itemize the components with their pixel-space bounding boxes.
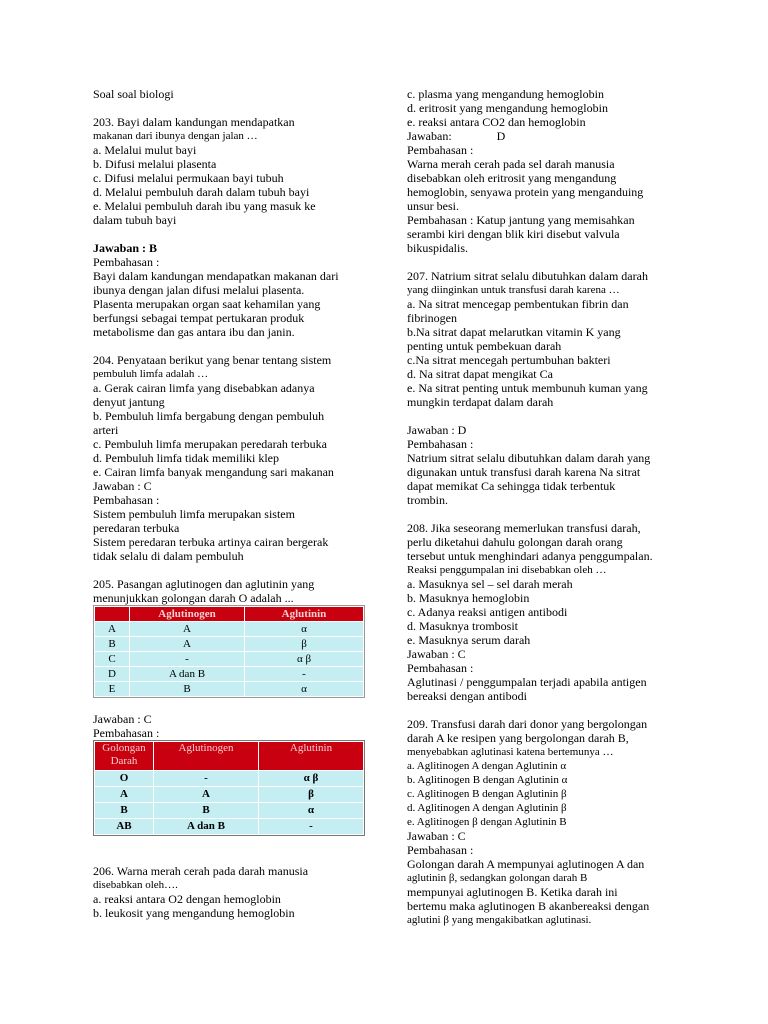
pembahasan-line: ibunya dengan jalan difusi melalui plasenta. — [93, 283, 305, 297]
question-line: 209. Transfusi darah dari donor yang bergolongan — [407, 717, 648, 731]
q204-options — [93, 381, 363, 479]
option: b. leukosit yang mengandung hemoglobin — [93, 906, 295, 920]
table-row — [95, 667, 363, 681]
option: b.Na sitrat dapat melarutkan vitamin K yang — [407, 325, 621, 339]
q206-line1: 206. Warna merah cerah pada darah manusia — [93, 864, 309, 878]
table-header-cell — [95, 607, 129, 621]
right-column — [407, 87, 677, 927]
option: d. Pembuluh limfa tidak memiliki klep — [93, 451, 279, 465]
table-row — [95, 637, 363, 651]
pembahasan-line: Aglutinasi / penggumpalan terjadi apabila antigen — [407, 675, 647, 689]
pembahasan-line: tidak selalu di dalam pembuluh — [93, 549, 244, 563]
option: a. Masuknya sel – sel darah merah — [407, 577, 573, 591]
blood-group-table — [93, 740, 365, 836]
pembahasan-line: aglutini β yang mengakibatkan aglutinasi. — [407, 914, 592, 926]
option: b. Pembuluh limfa bergabung dengan pembuluh — [93, 409, 325, 423]
q203-line2: makanan dari ibunya dengan jalan … — [93, 130, 258, 142]
option: denyut jantung — [93, 395, 165, 409]
option: d. Melalui pembuluh darah dalam tubuh bayi — [93, 185, 310, 199]
table-row — [95, 622, 363, 636]
pembahasan-line: bikuspidalis. — [407, 241, 469, 255]
q209-answer: Jawaban : C — [407, 829, 466, 843]
table-row — [95, 803, 363, 818]
q209-question — [407, 717, 677, 759]
option: b. Difusi melalui plasenta — [93, 157, 217, 171]
table-cell: - — [130, 652, 244, 666]
q207-options — [407, 297, 677, 409]
table-cell: α β — [259, 771, 363, 786]
option: e. Na sitrat penting untuk membunuh kuman yang — [407, 381, 648, 395]
q209-pembahasan-label: Pembahasan : — [407, 843, 474, 857]
q203-line1: 203. Bayi dalam kandungan mendapatkan — [93, 115, 295, 129]
table-cell: - — [154, 771, 258, 786]
table-cell: B — [95, 803, 153, 818]
pembahasan-line: Golongan darah A mempunyai aglutinogen A dan — [407, 857, 645, 871]
q208-pembahasan — [407, 675, 677, 703]
option: a. Aglitinogen A dengan Aglutinin α — [407, 760, 567, 772]
q208-options — [407, 577, 677, 647]
table-cell: α — [245, 622, 363, 636]
pembahasan-line: Plasenta merupakan organ saat kehamilan yang — [93, 297, 321, 311]
option: d. Aglitinogen A dengan Aglutinin β — [407, 802, 567, 814]
pembahasan-line: aglutinin β, sedangkan golongan darah B — [407, 872, 588, 884]
option: c. Pembuluh limfa merupakan peredarah terbuka — [93, 437, 327, 451]
q206-pembahasan-label: Pembahasan : — [407, 143, 474, 157]
pembahasan-line: disebabkan oleh eritrosit yang mengandung — [407, 171, 617, 185]
question-line: Reaksi penggumpalan ini disebabkan oleh … — [407, 564, 607, 576]
question-line: tersebut untuk menghindari adanya penggumpalan. — [407, 549, 653, 563]
table-header-row — [95, 607, 363, 621]
table-cell: A — [95, 622, 129, 636]
table-cell: β — [259, 787, 363, 802]
option: d. eritrosit yang mengandung hemoglobin — [407, 101, 608, 115]
pembahasan-line: bereaksi dengan antibodi — [407, 689, 527, 703]
option: e. Cairan limfa banyak mengandung sari makanan — [93, 465, 334, 479]
option: a. Melalui mulut bayi — [93, 143, 197, 157]
table-cell: α — [259, 803, 363, 818]
table-cell: - — [245, 667, 363, 681]
pembahasan-line: berfungsi sebagai tempat pertukaran produk — [93, 311, 305, 325]
pembahasan-line: metabolisme dan gas antara ibu dan janin. — [93, 325, 295, 339]
q204-line1: 204. Penyataan berikut yang benar tentang sistem — [93, 353, 332, 367]
table-cell: - — [259, 819, 363, 834]
table-header-cell: Aglutinogen — [154, 742, 258, 770]
option: a. Gerak cairan limfa yang disebabkan adanya — [93, 381, 315, 395]
q207-line1: 207. Natrium sitrat selalu dibutuhkan dalam darah — [407, 269, 648, 283]
table-cell: A — [130, 622, 244, 636]
table-cell: β — [245, 637, 363, 651]
option: d. Masuknya trombosit — [407, 619, 518, 633]
question-line: perlu diketahui dahulu golongan darah orang — [407, 535, 623, 549]
table-header-cell: Aglutinogen — [130, 607, 244, 621]
table-cell: B — [130, 682, 244, 696]
pembahasan-line: Pembahasan : Katup jantung yang memisahkan — [407, 213, 635, 227]
table-cell: A dan B — [130, 667, 244, 681]
pembahasan-line: digunakan untuk transfusi darah karena Na sitrat — [407, 465, 641, 479]
left-column — [93, 87, 363, 920]
question-line: 208. Jika seseorang memerlukan transfusi darah, — [407, 521, 641, 535]
q207-pembahasan-label: Pembahasan : — [407, 437, 474, 451]
option: c.Na sitrat mencegah pertumbuhan bakteri — [407, 353, 611, 367]
q204-pembahasan — [93, 507, 363, 563]
option: e. Melalui pembuluh darah ibu yang masuk ke — [93, 199, 316, 213]
option: penting untuk pembekuan darah — [407, 339, 562, 353]
q207-answer: Jawaban : D — [407, 423, 467, 437]
option: c. plasma yang mengandung hemoglobin — [407, 87, 604, 101]
q203-answer: Jawaban : B — [93, 241, 158, 255]
table-row — [95, 652, 363, 666]
answer-label: Jawaban: — [407, 129, 452, 143]
table-cell: α — [245, 682, 363, 696]
pembahasan-line: Sistem pembuluh limfa merupakan sistem — [93, 507, 295, 521]
q204-answer: Jawaban : C — [93, 479, 152, 493]
option: arteri — [93, 423, 119, 437]
q205-options-table — [93, 605, 365, 698]
pembahasan-line: mempunyai aglutinogen B. Ketika darah ini — [407, 885, 618, 899]
table-cell: AB — [95, 819, 153, 834]
question-line: menyebabkan aglutinasi katena bertemunya … — [407, 746, 614, 758]
option: e. Masuknya serum darah — [407, 633, 531, 647]
doc-title: Soal soal biologi — [93, 87, 174, 101]
q204-line2: pembuluh limfa adalah … — [93, 368, 209, 380]
table-cell: C — [95, 652, 129, 666]
pembahasan-line: unsur besi. — [407, 199, 459, 213]
q205-line2: menunjukkan golongan darah O adalah ... — [93, 591, 294, 605]
pembahasan-line: bertemu maka aglutinogen B akanbereaksi dengan — [407, 899, 650, 913]
q208-pembahasan-label: Pembahasan : — [407, 661, 474, 675]
pembahasan-line: trombin. — [407, 493, 448, 507]
table-row — [95, 682, 363, 696]
q205-pembahasan-label: Pembahasan : — [93, 726, 160, 740]
pembahasan-line: Natrium sitrat selalu dibutuhkan dalam darah yang — [407, 451, 651, 465]
option: c. Difusi melalui permukaan bayi tubuh — [93, 171, 284, 185]
q207-line2: yang diinginkan untuk transfusi darah karena … — [407, 284, 620, 296]
header-golongan-2: Darah — [110, 755, 138, 767]
option: c. Adanya reaksi antigen antibodi — [407, 605, 568, 619]
option: fibrinogen — [407, 311, 457, 325]
header-golongan-1: Golongan — [102, 742, 146, 754]
table-cell: E — [95, 682, 129, 696]
table-header-cell — [95, 742, 153, 770]
q206-answer — [407, 129, 677, 143]
q206-pembahasan — [407, 157, 677, 255]
answer-value: D — [496, 129, 506, 143]
table-header-cell: Aglutinin — [259, 742, 363, 770]
pembahasan-line: peredaran terbuka — [93, 521, 180, 535]
q204-pembahasan-label: Pembahasan : — [93, 493, 160, 507]
table-cell: B — [95, 637, 129, 651]
q203-pembahasan-label: Pembahasan : — [93, 255, 160, 269]
option: e. Aglitinogen β dengan Aglutinin B — [407, 816, 567, 828]
table-cell: A — [154, 787, 258, 802]
table-cell: A — [130, 637, 244, 651]
table-cell: B — [154, 803, 258, 818]
option: c. Aglitinogen B dengan Aglutinin β — [407, 788, 567, 800]
q203-pembahasan — [93, 269, 363, 339]
q205-line1: 205. Pasangan aglutinogen dan aglutinin yang — [93, 577, 315, 591]
q205-answer: Jawaban : C — [93, 712, 152, 726]
table-header-cell: Aglutinin — [245, 607, 363, 621]
q209-options — [407, 759, 677, 829]
q203-options — [93, 143, 363, 227]
q207-pembahasan — [407, 451, 677, 507]
option: dalam tubuh bayi — [93, 213, 177, 227]
table-cell: A dan B — [154, 819, 258, 834]
option: a. Na sitrat mencegap pembentukan fibrin dan — [407, 297, 629, 311]
pembahasan-line: dapat memikat Ca sehingga tidak terbentuk — [407, 479, 616, 493]
pembahasan-line: Bayi dalam kandungan mendapatkan makanan dari — [93, 269, 339, 283]
table-cell: D — [95, 667, 129, 681]
q208-question — [407, 521, 677, 577]
pembahasan-line: Sistem peredaran terbuka artinya cairan bergerak — [93, 535, 329, 549]
option: a. reaksi antara O2 dengan hemoglobin — [93, 892, 281, 906]
q206-line2: disebabkan oleh…. — [93, 879, 178, 891]
option: b. Aglitinogen B dengan Aglutinin α — [407, 774, 568, 786]
table-cell: α β — [245, 652, 363, 666]
option: e. reaksi antara CO2 dan hemoglobin — [407, 115, 586, 129]
option: mungkin terdapat dalam darah — [407, 395, 554, 409]
table-cell: A — [95, 787, 153, 802]
table-row — [95, 819, 363, 834]
option: b. Masuknya hemoglobin — [407, 591, 530, 605]
pembahasan-line: hemoglobin, senyawa protein yang menganduing — [407, 185, 644, 199]
table-cell: O — [95, 771, 153, 786]
pembahasan-line: Warna merah cerah pada sel darah manusia — [407, 157, 615, 171]
option: d. Na sitrat dapat mengikat Ca — [407, 367, 553, 381]
q209-pembahasan — [407, 857, 677, 927]
table-header-row — [95, 742, 363, 770]
question-line: darah A ke resipen yang bergolongan darah B, — [407, 731, 629, 745]
q208-answer: Jawaban : C — [407, 647, 466, 661]
table-row — [95, 771, 363, 786]
table-row — [95, 787, 363, 802]
pembahasan-line: serambi kiri dengan blik kiri disebut valvula — [407, 227, 620, 241]
